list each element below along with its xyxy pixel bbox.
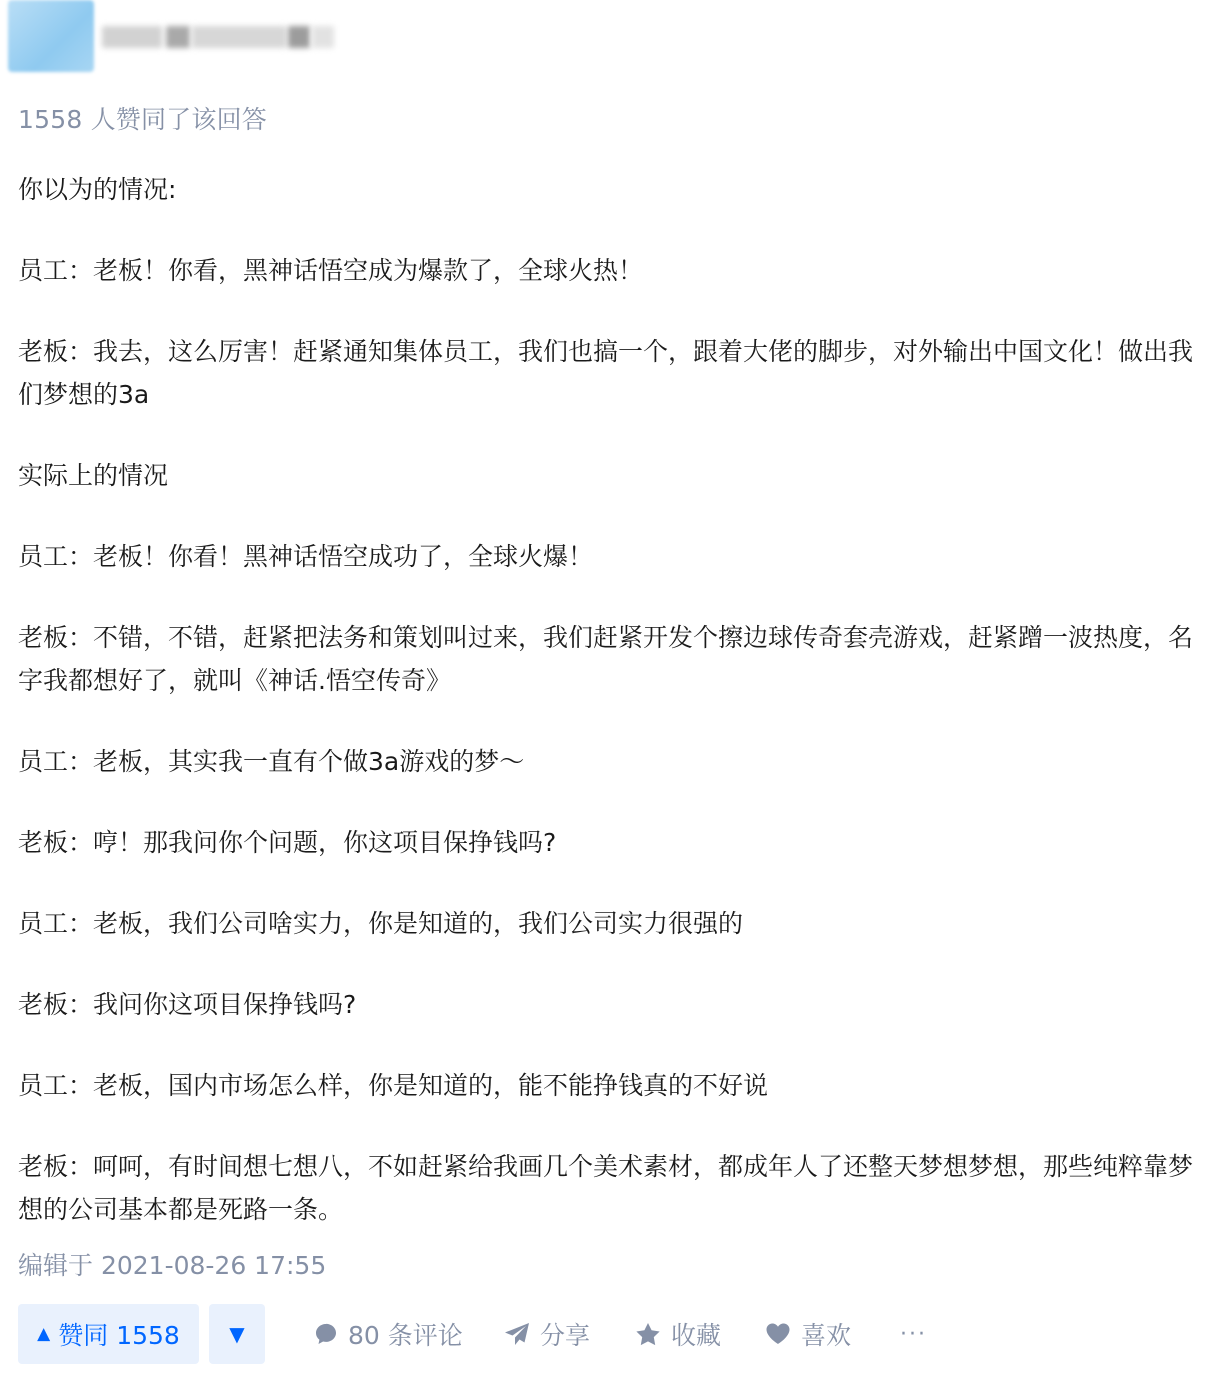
like-label: 喜欢 <box>801 1321 852 1350</box>
answer-paragraph: 老板：不错，不错，赶紧把法务和策划叫过来，我们赶紧开发个擦边球传奇套壳游戏，赶紧蹭一波热度，名字我都想好了，就叫《神话.悟空传奇》 <box>18 623 1194 695</box>
share-label: 分享 <box>540 1321 591 1350</box>
answer-paragraph: 实际上的情况 <box>18 461 169 490</box>
triangle-up-icon: ▲ <box>37 1324 51 1344</box>
ellipsis-icon: ··· <box>900 1321 927 1347</box>
vote-down-button[interactable] <box>209 1304 265 1364</box>
vote-up-label: 赞同 1558 <box>58 1321 180 1350</box>
avatar[interactable] <box>8 0 94 72</box>
collect-label: 收藏 <box>671 1321 722 1350</box>
more-options-button[interactable] <box>900 1304 927 1364</box>
comment-label: 80 条评论 <box>348 1321 463 1350</box>
answer-paragraph: 老板：我去，这么厉害！赶紧通知集体员工，我们也搞一个，跟着大佬的脚步，对外输出中国文化！做出我们梦想的3a <box>18 337 1194 409</box>
answer-paragraph: 老板：哼！那我问你个问题，你这项目保挣钱吗? <box>18 828 557 857</box>
answer-content <box>18 168 1193 1269</box>
collect-button[interactable] <box>635 1304 721 1364</box>
vote-up-button[interactable] <box>18 1304 199 1364</box>
answer-paragraph: 你以为的情况: <box>18 175 177 204</box>
answer-paragraph: 员工：老板，国内市场怎么样，你是知道的，能不能挣钱真的不好说 <box>18 1071 769 1100</box>
triangle-down-icon: ▼ <box>229 1322 245 1346</box>
answer-paragraph: 员工：老板，我们公司啥实力，你是知道的，我们公司实力很强的 <box>18 909 744 938</box>
answer-paragraph: 员工：老板，其实我一直有个做3a游戏的梦～ <box>18 747 525 776</box>
like-button[interactable] <box>765 1304 851 1364</box>
answer-paragraph: 老板：呵呵，有时间想七想八，不如赶紧给我画几个美术素材，都成年人了还整天梦想梦想，那些纯粹靠梦想的公司基本都是死路一条。 <box>18 1152 1194 1224</box>
edited-timestamp: 编辑于 2021-08-26 17:55 <box>18 1251 327 1280</box>
votes-summary: 1558 人赞同了该回答 <box>18 105 267 134</box>
comment-bubble-icon <box>314 1322 338 1346</box>
paper-plane-icon <box>504 1322 530 1346</box>
star-icon <box>635 1322 661 1346</box>
answer-paragraph: 员工：老板！你看！黑神话悟空成功了，全球火爆！ <box>18 542 594 571</box>
heart-icon <box>765 1322 791 1346</box>
action-bar <box>18 1304 1208 1364</box>
comment-button[interactable] <box>314 1304 463 1364</box>
answer-paragraph: 老板：我问你这项目保挣钱吗? <box>18 990 357 1019</box>
author-header <box>0 0 1218 80</box>
answer-paragraph: 员工：老板！你看，黑神话悟空成为爆款了，全球火热！ <box>18 256 644 285</box>
share-button[interactable] <box>504 1304 590 1364</box>
